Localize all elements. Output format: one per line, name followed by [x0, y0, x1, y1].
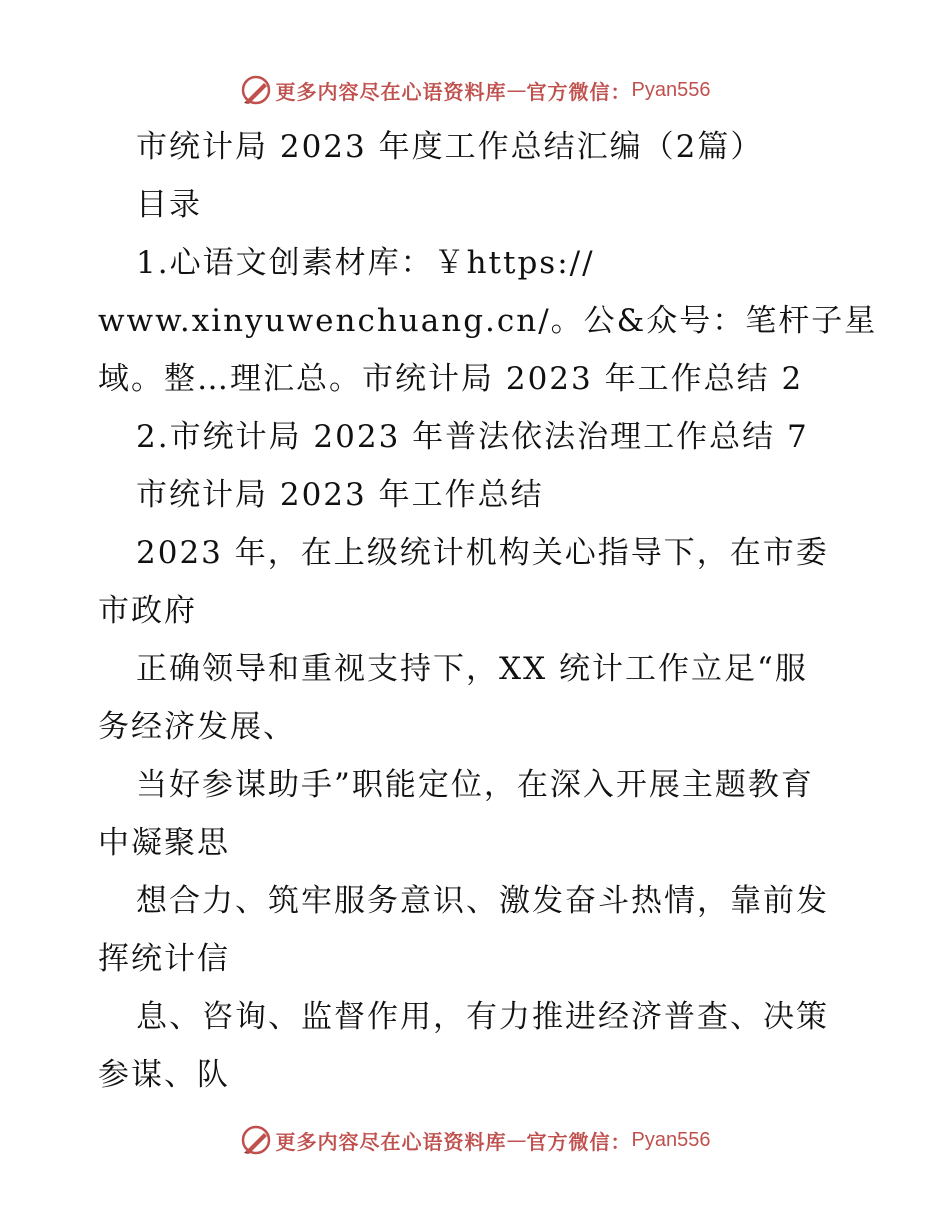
document-body	[98, 118, 878, 1104]
toc-entry-1: 1.心语文创素材库：￥https://	[136, 245, 595, 281]
toc-entry-1-continued: www.xinyuwenchuang.cn/。公&众号：笔杆子星	[98, 303, 878, 339]
watermark-contact-label: 官方微信：	[526, 79, 632, 104]
watermark-banner-top	[0, 70, 950, 110]
pen-logo-icon	[240, 1124, 272, 1156]
watermark-brand-text: 更多内容尽在心语资料库	[275, 79, 507, 104]
paragraph-line: 2023 年，在上级统计机构关心指导下，在市委	[136, 535, 829, 571]
paragraph-line: 正确领导和重视支持下，XX 统计工作立足“服	[136, 651, 808, 687]
watermark-contact-id: Pyan556	[631, 1128, 711, 1151]
watermark-contact-label: 官方微信：	[526, 1129, 632, 1154]
toc-entry-2: 2.市统计局 2023 年普法依法治理工作总结 7	[136, 419, 809, 455]
section-heading: 市统计局 2023 年工作总结	[136, 477, 544, 513]
document-title: 市统计局 2023 年度工作总结汇编（2篇）	[136, 129, 764, 165]
watermark-banner-bottom	[0, 1120, 950, 1160]
watermark-separator: —	[506, 78, 527, 102]
paragraph-line: 务经济发展、	[98, 709, 296, 745]
paragraph-line: 挥统计信	[98, 941, 230, 977]
toc-entry-1-continued: 域。整…理汇总。市统计局 2023 年工作总结 2	[98, 361, 804, 397]
paragraph-line: 参谋、队	[98, 1057, 230, 1093]
paragraph-line: 当好参谋助手”职能定位，在深入开展主题教育	[136, 767, 814, 803]
watermark-contact-id: Pyan556	[631, 78, 711, 101]
pen-logo-icon	[240, 74, 272, 106]
paragraph-line: 中凝聚思	[98, 825, 230, 861]
watermark-brand-text: 更多内容尽在心语资料库	[275, 1129, 507, 1154]
watermark-separator: —	[506, 1128, 527, 1152]
paragraph-line: 市政府	[98, 593, 197, 629]
toc-heading: 目录	[136, 187, 202, 223]
paragraph-line: 想合力、筑牢服务意识、激发奋斗热情，靠前发	[136, 883, 829, 919]
paragraph-line: 息、咨询、监督作用，有力推进经济普查、决策	[136, 999, 829, 1035]
